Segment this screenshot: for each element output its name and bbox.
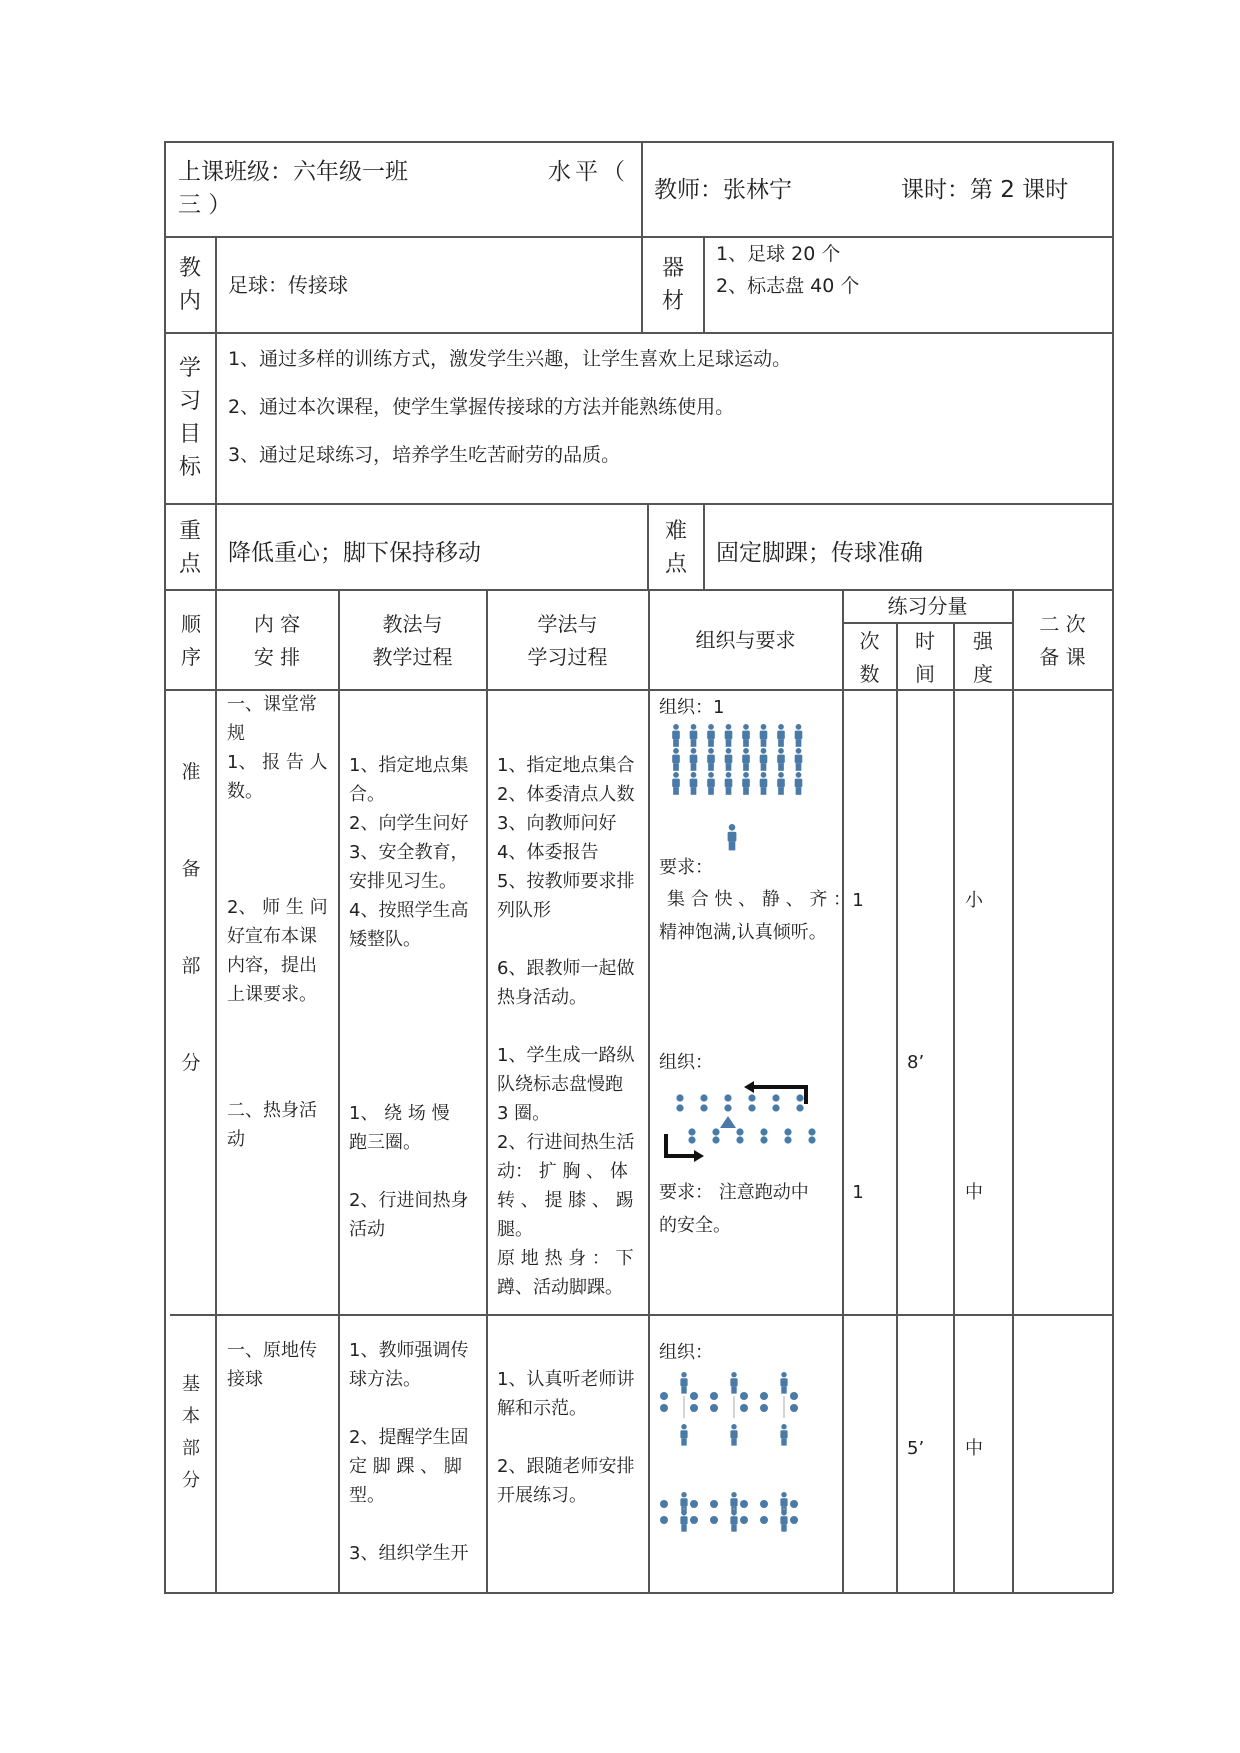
- text-line: 2、向学生问好: [349, 813, 469, 834]
- col-line-8: [1012, 589, 1014, 1593]
- text-line: 动: [227, 1129, 245, 1150]
- col-line-5: [842, 589, 844, 1593]
- divider-v-equipment: [703, 236, 705, 333]
- header-time-1: 时: [915, 629, 935, 653]
- divider-v-objectives: [215, 332, 217, 590]
- text-line: 1、 报 告 人: [227, 752, 328, 773]
- basic-org-label: 组织：: [659, 1342, 713, 1363]
- student-figure: [760, 772, 768, 795]
- header-organization: 组织与要求: [695, 628, 796, 652]
- text-line: 解和示范。: [497, 1398, 587, 1419]
- divider-sections: [170, 1314, 1113, 1316]
- header-teaching-1: 教法与: [382, 612, 443, 636]
- col-line-3: [486, 589, 488, 1593]
- cone-dot: [790, 1404, 798, 1412]
- student-figure: [777, 724, 785, 747]
- border-bottom: [164, 1592, 1113, 1594]
- text-line: 腿。: [497, 1219, 533, 1240]
- header-order-2: 序: [181, 645, 201, 669]
- student-figure: [707, 724, 715, 747]
- text-line: 4、按照学生高: [349, 900, 469, 921]
- prep-intensity-2: 中: [965, 1182, 983, 1203]
- text-line: 内容，提出: [227, 955, 317, 976]
- divider-row-2: [164, 332, 1113, 334]
- text-line: 3、向教师问好: [497, 813, 617, 834]
- equipment-label-1: 器: [661, 256, 684, 281]
- header-order-1: 顺: [181, 612, 201, 636]
- equipment-label-2: 材: [661, 289, 684, 314]
- header-practice: 练习分量: [887, 594, 968, 618]
- divider-v-top: [641, 141, 643, 333]
- student-figure: [672, 748, 680, 771]
- text-line: 型。: [349, 1485, 385, 1506]
- text-line: 2、体委清点人数: [497, 784, 635, 805]
- keypoint-label-2: 点: [178, 552, 201, 577]
- header-secondary-1: 二 次: [1039, 612, 1086, 636]
- text-line: 接球: [227, 1369, 263, 1390]
- student-figure: [725, 772, 733, 795]
- objective-item-2: 2、通过本次课程，使学生掌握传接球的方法并能熟练使用。: [228, 396, 735, 418]
- text-line: 动： 扩 胸 、 体: [497, 1161, 628, 1182]
- text-line: 3、组织学生开: [349, 1543, 469, 1564]
- student-figure: [707, 748, 715, 771]
- cone-dot: [740, 1500, 748, 1508]
- text-line: 1、 绕 场 慢: [349, 1103, 450, 1124]
- header-teaching-2: 教学过程: [372, 645, 453, 669]
- text-line: 定 脚 踝 、 脚: [349, 1456, 462, 1477]
- prep-label-2: 备: [181, 858, 201, 880]
- cone-dot: [660, 1404, 668, 1412]
- student-figure: [725, 724, 733, 747]
- student-figure: [780, 1424, 787, 1446]
- student-figure: [742, 724, 750, 747]
- class-label: 上课班级：六年级一班: [178, 159, 408, 185]
- basic-label-2: 本: [182, 1406, 200, 1427]
- objectives-label-4: 标: [178, 455, 201, 480]
- student-figure: [777, 772, 785, 795]
- cone-dot: [690, 1392, 698, 1400]
- teacher-label: 教师：张林宁: [654, 177, 792, 203]
- text-line: 3 圈。: [497, 1103, 551, 1124]
- level-label: 水平（: [548, 159, 629, 185]
- prep-label-3: 部: [181, 955, 201, 977]
- student-figure: [742, 748, 750, 771]
- cone-dot: [660, 1392, 668, 1400]
- student-figure: [795, 748, 803, 771]
- cone-dot: [790, 1516, 798, 1524]
- col-line-6: [896, 622, 898, 1593]
- text-line: 5、按教师要求排: [497, 871, 635, 892]
- prep-req-1-text-1: 集 合 快 、 静 、 齐 ：: [667, 889, 852, 910]
- text-line: 原 地 热 身 ： 下: [497, 1248, 634, 1269]
- text-line: 活动: [349, 1219, 385, 1240]
- header-learning-2: 学习过程: [527, 645, 608, 669]
- divider-v-content: [215, 236, 217, 333]
- cone-dot: [660, 1516, 668, 1524]
- prep-intensity-1: 小: [965, 890, 983, 911]
- cone-running-diagram: [660, 1082, 818, 1172]
- text-line: 球方法。: [349, 1369, 421, 1390]
- content-label-2: 内: [178, 289, 201, 314]
- text-line: 数。: [227, 781, 263, 802]
- student-figure: [680, 1372, 687, 1394]
- prep-org-2-label: 组织：: [659, 1052, 713, 1073]
- prep-req-2-text-1: 要求： 注意跑动中: [659, 1182, 809, 1203]
- cone-dot: [710, 1392, 718, 1400]
- text-line: 1、指定地点集: [349, 755, 469, 776]
- col-line-2: [338, 589, 340, 1593]
- cone-dot: [790, 1500, 798, 1508]
- basic-label-3: 部: [182, 1438, 200, 1459]
- student-figure: [777, 748, 785, 771]
- basic-intensity: 中: [965, 1438, 983, 1459]
- student-figure: [742, 772, 750, 795]
- text-line: 1、教师强调传: [349, 1340, 469, 1361]
- keypoint-label-1: 重: [178, 519, 201, 544]
- cone-dot: [760, 1392, 768, 1400]
- objective-item-3: 3、通过足球练习，培养学生吃苦耐劳的品质。: [228, 444, 621, 466]
- header-times-1: 次: [859, 629, 880, 653]
- text-line: 开展练习。: [497, 1485, 587, 1506]
- student-formation-diagram: [668, 724, 830, 859]
- text-line: 1、学生成一路纵: [497, 1045, 635, 1066]
- objective-item-1: 1、通过多样的训练方式，激发学生兴趣，让学生喜欢上足球运动。: [228, 348, 792, 370]
- arrow-heads: [694, 1081, 754, 1162]
- text-line: 跑三圈。: [349, 1132, 421, 1153]
- student-figure: [730, 1372, 737, 1394]
- cone-dot: [790, 1392, 798, 1400]
- prep-times-1: 1: [852, 890, 864, 911]
- cone-dot: [690, 1516, 698, 1524]
- student-figure: [730, 1424, 737, 1446]
- difficulty-content: 固定脚踝；传球准确: [716, 540, 923, 566]
- student-figure: [780, 1510, 787, 1532]
- difficulty-label-1: 难: [664, 519, 687, 544]
- text-line: 上课要求。: [227, 984, 317, 1005]
- border-top: [164, 141, 1113, 143]
- student-figure: [760, 748, 768, 771]
- cone-dot: [760, 1404, 768, 1412]
- cone-dot: [690, 1404, 698, 1412]
- header-content-1: 内 容: [253, 612, 301, 636]
- student-figure: [730, 1510, 737, 1532]
- objectives-label-1: 学: [178, 356, 201, 381]
- header-secondary-2: 备 课: [1039, 645, 1086, 669]
- student-figure: [680, 1510, 687, 1532]
- text-line: 转 、 提 膝 、 踢: [497, 1190, 634, 1211]
- level-value: 三 ）: [178, 192, 232, 218]
- prep-org-1-label: 组织：1: [659, 697, 725, 718]
- cone-dot: [710, 1404, 718, 1412]
- text-line: 规: [227, 723, 245, 744]
- text-line: 2、跟随老师安排: [497, 1456, 635, 1477]
- text-line: 1、认真听老师讲: [497, 1369, 635, 1390]
- prep-req-1-label: 要求：: [659, 857, 713, 878]
- passing-drill-diagram: [660, 1372, 830, 1548]
- student-figure: [690, 748, 698, 771]
- period-label: 课时：第 2 课时: [901, 177, 1069, 203]
- basic-label-4: 分: [182, 1470, 200, 1491]
- objectives-label-3: 目: [178, 422, 201, 447]
- keypoint-content: 降低重心；脚下保持移动: [228, 540, 481, 566]
- text-line: 1、指定地点集合: [497, 755, 635, 776]
- cone-dot: [710, 1500, 718, 1508]
- prep-req-2-text-2: 的安全。: [659, 1215, 731, 1236]
- prep-label-1: 准: [181, 761, 201, 783]
- text-line: 热身活动。: [497, 987, 587, 1008]
- divider-row-3: [164, 503, 1113, 505]
- cone-dot: [760, 1500, 768, 1508]
- text-line: 2、提醒学生固: [349, 1427, 469, 1448]
- cone-dot: [760, 1516, 768, 1524]
- text-line: 2、行进间热身: [349, 1190, 469, 1211]
- student-figure: [690, 724, 698, 747]
- lesson-content: 足球：传接球: [228, 273, 348, 297]
- text-line: 2、 师 生 问: [227, 897, 328, 918]
- running-arrows: [666, 1087, 806, 1156]
- text-line: 2、行进间热生活: [497, 1132, 635, 1153]
- header-times-2: 数: [859, 662, 880, 686]
- text-line: 蹲、活动脚踝。: [497, 1277, 623, 1298]
- equipment-item-2: 2、标志盘 40 个: [716, 275, 860, 297]
- header-intensity-2: 度: [973, 662, 993, 686]
- basic-label-1: 基: [182, 1374, 200, 1395]
- student-figure: [672, 724, 680, 747]
- text-line: 队绕标志盘慢跑: [497, 1074, 623, 1095]
- prep-time-1: 8’: [907, 1052, 925, 1073]
- prep-req-1-text-2: 精神饱满,认真倾听。: [659, 922, 827, 943]
- marker-cones: [676, 1094, 815, 1143]
- student-figure: [725, 748, 733, 771]
- divider-v-keypoint: [647, 503, 649, 590]
- prep-times-2: 1: [852, 1182, 864, 1203]
- text-line: 一、课堂常: [227, 694, 317, 715]
- text-line: 好宣布本课: [227, 926, 317, 947]
- cone-dot: [660, 1500, 668, 1508]
- student-figure: [760, 724, 768, 747]
- cone-dot: [740, 1404, 748, 1412]
- text-line: 6、跟教师一起做: [497, 958, 635, 979]
- prep-label-4: 分: [181, 1052, 201, 1074]
- header-intensity-1: 强: [973, 629, 993, 653]
- text-line: 合。: [349, 784, 385, 805]
- student-figure: [680, 1424, 687, 1446]
- text-line: 一、原地传: [227, 1340, 317, 1361]
- student-figure: [707, 772, 715, 795]
- content-label-1: 教: [178, 256, 201, 281]
- equipment-item-1: 1、足球 20 个: [716, 243, 841, 265]
- cone-dot: [710, 1516, 718, 1524]
- border-right: [1112, 141, 1114, 1593]
- divider-row-1: [164, 236, 1113, 238]
- header-time-2: 间: [915, 662, 935, 686]
- divider-v-difficulty: [703, 503, 705, 590]
- difficulty-label-2: 点: [664, 552, 687, 577]
- student-figure: [690, 772, 698, 795]
- student-figure: [795, 724, 803, 747]
- cone-dot: [740, 1392, 748, 1400]
- header-learning-1: 学法与: [537, 612, 598, 636]
- student-figure: [795, 772, 803, 795]
- text-line: 安排见习生。: [349, 871, 457, 892]
- text-line: 二、热身活: [227, 1100, 317, 1121]
- text-line: 列队形: [497, 900, 551, 921]
- cone-dot: [690, 1500, 698, 1508]
- header-content-2: 安 排: [253, 645, 301, 669]
- student-figure: [672, 772, 680, 795]
- text-line: 4、体委报告: [497, 842, 599, 863]
- text-line: 矮整队。: [349, 929, 421, 950]
- objectives-label-2: 习: [178, 389, 201, 414]
- col-line-4: [648, 589, 650, 1593]
- basic-time: 5’: [907, 1438, 925, 1459]
- student-figure: [780, 1372, 787, 1394]
- text-line: 3、安全教育，: [349, 842, 469, 863]
- cone-dot: [740, 1516, 748, 1524]
- student-figure: [728, 824, 737, 850]
